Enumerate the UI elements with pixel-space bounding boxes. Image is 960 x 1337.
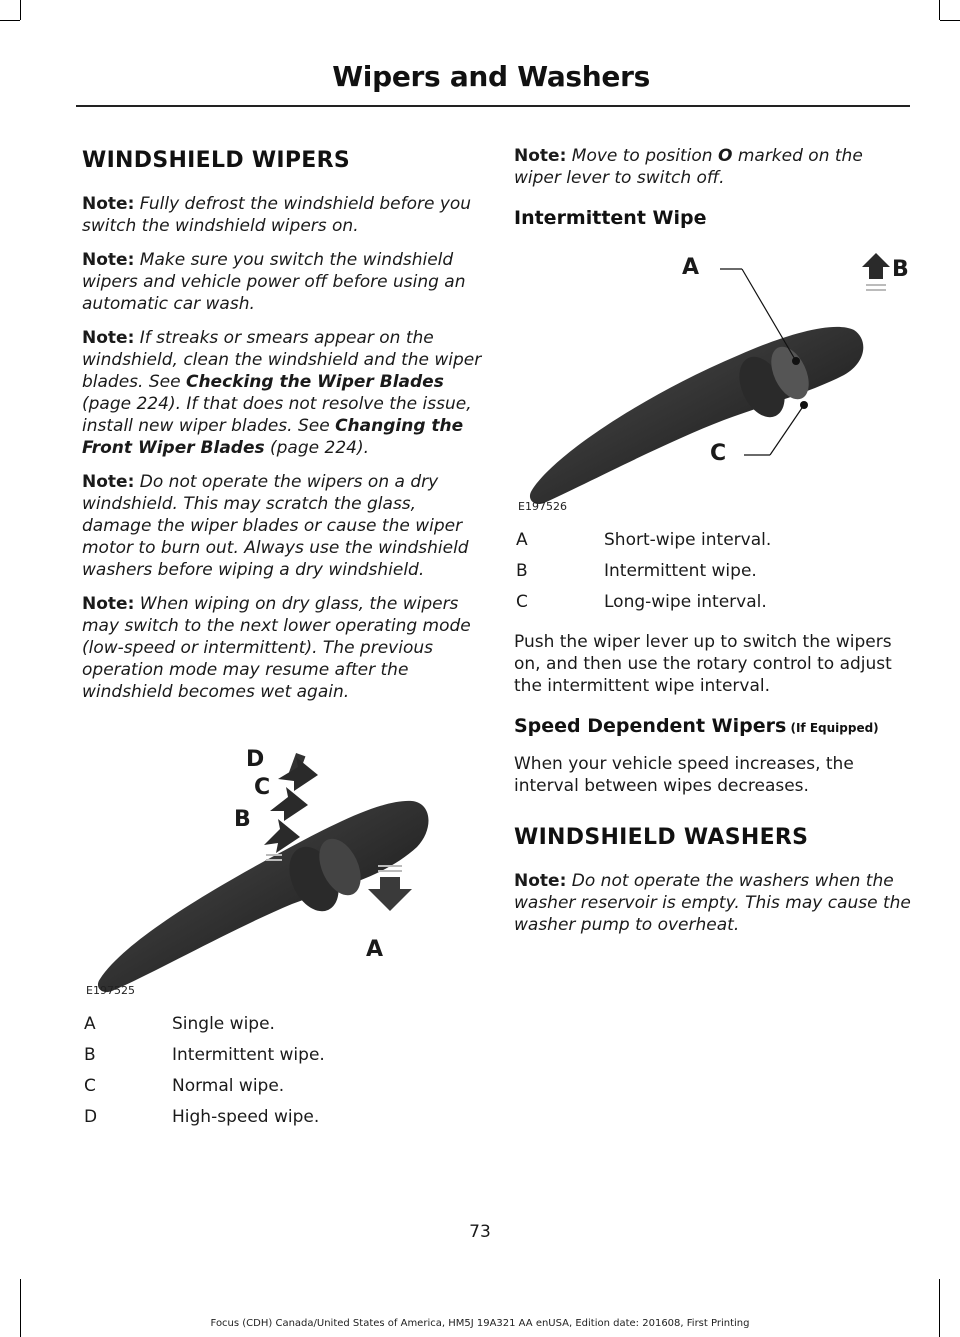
intermittent-lever-illustration: [514, 245, 904, 515]
callout-d: D: [246, 747, 265, 772]
note-label: Note:: [82, 194, 135, 214]
page-number: 73: [469, 1222, 491, 1242]
wiper-lever-figure: [82, 729, 472, 999]
section-heading: WINDSHIELD WIPERS: [82, 148, 351, 173]
note-text: If streaks or smears appear on the windshield, clean the windshield and the wiper blades. See: [82, 328, 482, 392]
legend-desc: High-speed wipe.: [172, 1107, 320, 1127]
legend-desc: Long-wipe interval.: [604, 592, 767, 612]
position-o-label: O: [717, 146, 733, 166]
note: [514, 145, 914, 189]
legend-key: B: [84, 1045, 96, 1065]
note-text: Do not operate the washers when the washer reservoir is empty. This may cause the washer pump to overheat.: [514, 871, 911, 935]
crop-mark: [940, 20, 960, 21]
cross-reference-link[interactable]: Changing the Front Wiper Blades: [82, 416, 464, 458]
note-label: Note:: [514, 871, 567, 891]
legend-row: [514, 591, 914, 613]
crop-mark: [0, 20, 20, 21]
callout-a: A: [366, 937, 384, 962]
note-text: Fully defrost the windshield before you switch the windshield wipers on.: [82, 194, 472, 236]
legend-desc: Intermittent wipe.: [172, 1045, 325, 1065]
legend-key: D: [84, 1107, 98, 1127]
figure-id: E197525: [86, 984, 135, 997]
legend-row: [514, 529, 914, 551]
note-label: Note:: [82, 594, 135, 614]
figure-id: E197526: [518, 500, 567, 513]
legend-desc: Normal wipe.: [172, 1076, 285, 1096]
note: [82, 593, 482, 703]
note-label: Note:: [82, 250, 135, 270]
right-column: [514, 145, 914, 948]
legend-desc: Single wipe.: [172, 1014, 275, 1034]
section-heading: WINDSHIELD WASHERS: [514, 825, 809, 850]
legend-key: B: [516, 561, 528, 581]
note-label: Note:: [82, 328, 135, 348]
note: [514, 870, 914, 936]
crop-mark: [20, 0, 21, 20]
header-divider: [76, 105, 910, 107]
note-text: Do not operate the wipers on a dry windshield. This may scratch the glass, damage the wiper blades or cause the wiper motor to burn out. Always use the windshield washers before wiping a dry windshield.: [82, 472, 469, 580]
intermittent-wipe-figure: [514, 245, 909, 515]
callout-a: A: [682, 255, 700, 280]
callout-c: C: [710, 441, 727, 466]
legend-key: C: [516, 592, 528, 612]
legend-key: A: [516, 530, 528, 550]
legend-row: [82, 1075, 482, 1097]
note: [82, 249, 482, 315]
legend-key: C: [84, 1076, 96, 1096]
callout-b: B: [892, 257, 909, 282]
wiper-lever-illustration: [82, 729, 472, 999]
figure-legend: [514, 529, 914, 613]
note: [82, 327, 482, 459]
body-paragraph: When your vehicle speed increases, the interval between wipes decreases.: [514, 754, 854, 796]
note-text: When wiping on dry glass, the wipers may switch to the next lower operating mode (low-speed or intermittent). The previous operation mode may resume after the windshield becomes wet again.: [82, 594, 471, 702]
legend-key: A: [84, 1014, 96, 1034]
legend-desc: Intermittent wipe.: [604, 561, 757, 581]
callout-c: C: [254, 775, 271, 800]
note-text: Make sure you switch the windshield wipers and vehicle power off before using an automatic car wash.: [82, 250, 466, 314]
note-label: Note:: [514, 146, 567, 166]
page-title: Wipers and Washers: [332, 60, 650, 93]
subsection-heading: Intermittent Wipe: [514, 207, 707, 229]
legend-row: [82, 1106, 482, 1128]
legend-desc: Short-wipe interval.: [604, 530, 772, 550]
note-text: (page 224). If that does not resolve the issue, install new wiper blades. See: [82, 394, 472, 436]
note: [82, 471, 482, 581]
subsection-heading: [514, 715, 914, 737]
legend-row: [514, 560, 914, 582]
legend-row: [82, 1013, 482, 1035]
note-text: Move to position: [566, 146, 718, 166]
body-paragraph: Push the wiper lever up to switch the wipers on, and then use the rotary control to adjust the intermittent wipe interval.: [514, 632, 892, 696]
cross-reference-link[interactable]: Checking the Wiper Blades: [185, 372, 444, 392]
note-text: marked on the wiper lever to switch off.: [514, 146, 863, 188]
left-column: [82, 140, 482, 1146]
callout-b: B: [234, 807, 251, 832]
footer-text: Focus (CDH) Canada/United States of America, HM5J 19A321 AA enUSA, Edition date: 201608, First Printing: [210, 1318, 750, 1329]
note-label: Note:: [82, 472, 135, 492]
figure-legend: [82, 1013, 482, 1128]
speed-heading: Speed Dependent Wipers: [514, 715, 787, 737]
if-equipped-label: (If Equipped): [786, 721, 879, 735]
note: [82, 193, 482, 237]
legend-row: [82, 1044, 482, 1066]
note-text: (page 224).: [264, 438, 369, 458]
crop-mark: [939, 0, 940, 20]
